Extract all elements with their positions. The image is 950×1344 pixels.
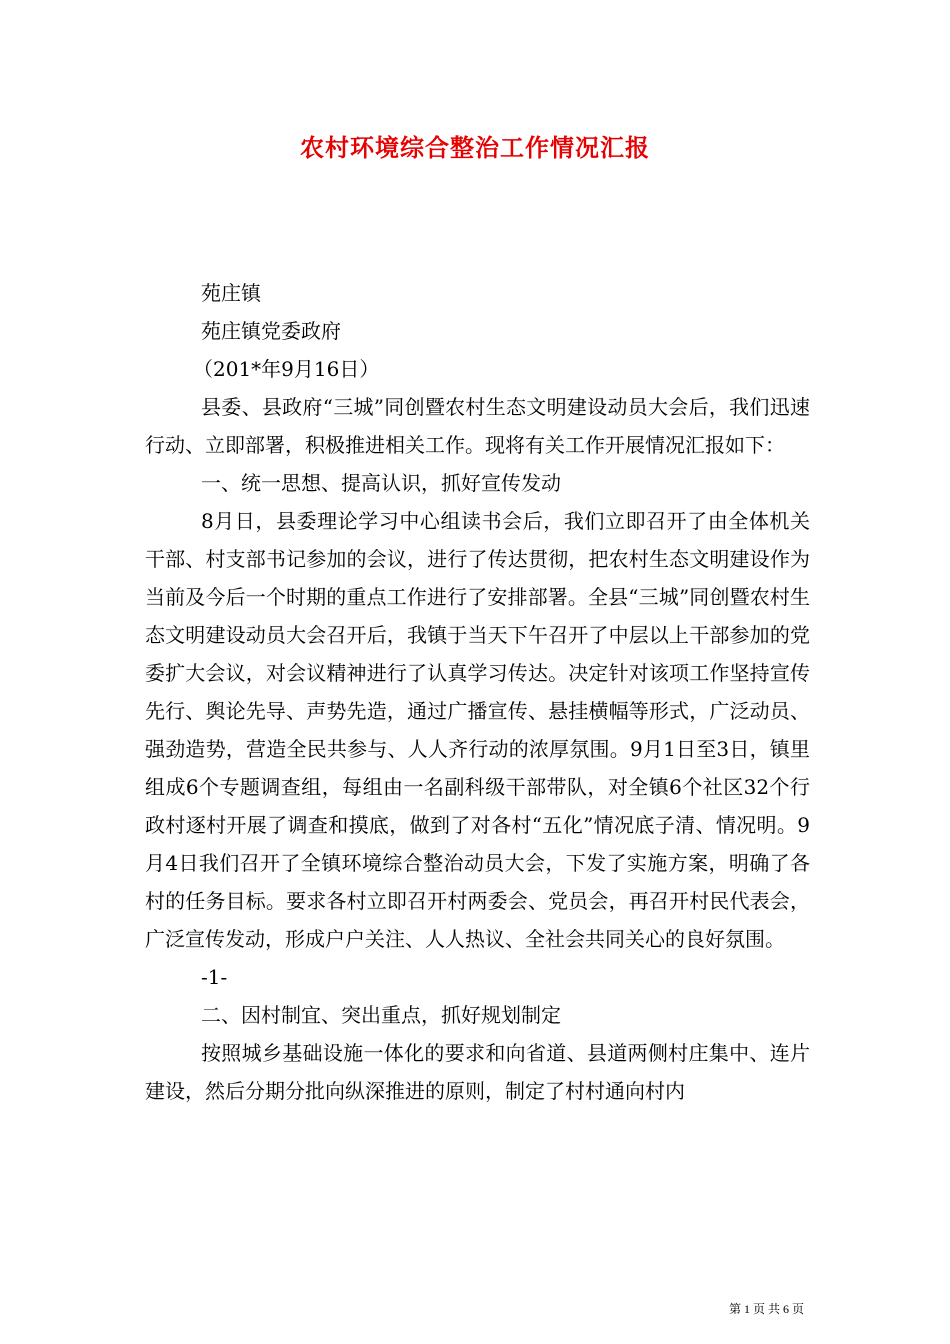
section-2-paragraph: 按照城乡基础设施一体化的要求和向省道、县道两侧村庄集中、连片建设，然后分期分批向纵深推进的原则，制定了村村通向村内 [145, 1041, 810, 1103]
section-heading-1: 一、统一思想、提高认识，抓好宣传发动 [201, 471, 561, 495]
inline-page-number: -1- [201, 965, 228, 989]
section-1-paragraph: 8月日，县委理论学习中心组读书会后，我们立即召开了由全体机关干部、村支部书记参加的会议，进行了传达贯彻，把农村生态文明建设作为当前及今后一个时期的重点工作进行了安排部署。全县“三城”同创暨农村生态文明建设动员大会召开后，我镇于当天下午召开了中层以上干部参加的党委扩大会议，对会议精神进行了认真学习传达。决定针对该项工作坚持宣传先行、舆论先导、声势先造，通过广播宣传、悬挂横幅等形式，广泛动员、强劲造势，营造全民共参与、人人齐行动的浓厚氛围。9月1日至3日，镇里组成6个专题调查组，每组由一名副科级干部带队，对全镇6个社区32个行政村逐村开展了调查和摸底，做到了对各村“五化”情况底子清、情况明。9月4日我们召开了全镇环境综合整治动员大会，下发了实施方案，明确了各村的任务目标。要求各村立即召开村两委会、党员会，再召开村民代表会，广泛宣传发动，形成户户关注、人人热议、全社会共同关心的良好氛围。 [145, 509, 810, 951]
report-date: （201*年9月16日） [193, 357, 380, 381]
page-footer: 第 1 页 共 6 页 [728, 1302, 804, 1316]
author-org: 苑庄镇党委政府 [201, 319, 341, 343]
intro-paragraph: 县委、县政府“三城”同创暨农村生态文明建设动员大会后，我们迅速行动、立即部署，积极推进相关工作。现将有关工作开展情况汇报如下： [145, 395, 810, 457]
section-heading-2: 二、因村制宜、突出重点，抓好规划制定 [201, 1003, 561, 1027]
document-body [145, 274, 810, 1110]
document-title: 农村环境综合整治工作情况汇报 [300, 133, 650, 162]
author-town: 苑庄镇 [201, 281, 261, 305]
